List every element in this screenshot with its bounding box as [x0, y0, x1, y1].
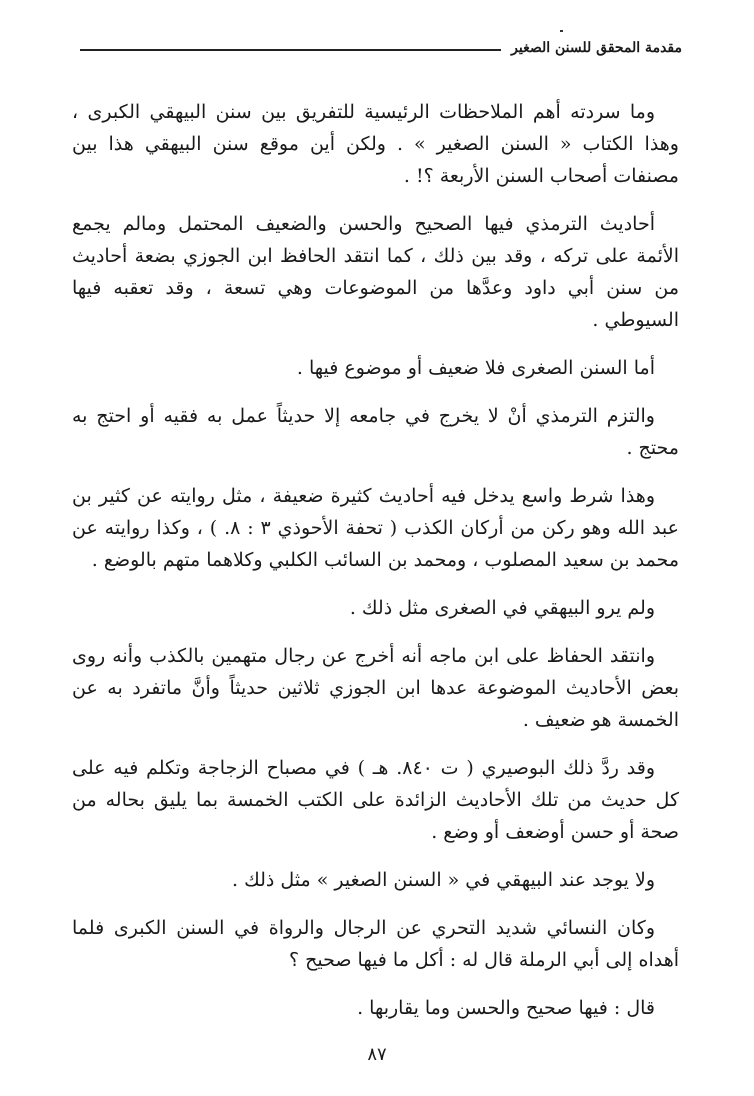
paragraph: وقد ردَّ ذلك البوصيري ( ت ٨٤٠. هـ ) في مصباح الزجاجة وتكلم فيه على كل حديث من تلك الأحاديث الزائدة على الكتب الخمسة بما يليق بحاله من صحة أو حسن أوضعف أو وضع . [72, 757, 679, 843]
header-ornament-dot [560, 30, 563, 32]
paragraph: وانتقد الحفاظ على ابن ماجه أنه أخرج عن رجال متهمين بالكذب وأنه روى بعض الأحاديث الموضوعة عدها ابن الجوزي ثلاثين حديثاً وأنَّ ماتفرد به عن الخمسة هو ضعيف . [72, 645, 679, 731]
running-header [80, 36, 682, 60]
running-title: مقدمة المحقق للسنن الصغير [511, 40, 682, 56]
paragraph: ولا يوجد عند البيهقي في « السنن الصغير » مثل ذلك . [232, 869, 655, 891]
body-text [72, 96, 679, 1040]
paragraph: قال : فيها صحيح والحسن وما يقاربها . [357, 997, 655, 1019]
paragraph: وهذا شرط واسع يدخل فيه أحاديث كثيرة ضعيفة ، مثل روايته عن كثير بن عبد الله وهو ركن من أركان الكذب ( تحفة الأحوذي ٣ : ٨. ) ، وكذا روايته عن محمد بن سعيد المصلوب ، ومحمد بن السائب الكلبي وكلاهما متهم بالوضع . [72, 485, 679, 571]
paragraph: وما سردته أهم الملاحظات الرئيسية للتفريق بين سنن البيهقي الكبرى ، وهذا الكتاب « السنن الصغير » . ولكن أين موقع سنن البيهقي هذا بين مصنفات أصحاب السنن الأربعة ؟! . [72, 101, 679, 187]
paragraph: والتزم الترمذي أنْ لا يخرج في جامعه إلا حديثاً عمل به فقيه أو احتج به محتج . [72, 405, 679, 459]
paragraph: أحاديث الترمذي فيها الصحيح والحسن والضعيف المحتمل ومالم يجمع الأئمة على تركه ، وقد بين ذلك ، كما انتقد الحافظ ابن الجوزي بضعة أحاديث من سنن أبي داود وعدَّها من الموضوعات وهي تسعة ، وقد تعقبه فيها السيوطي . [72, 213, 679, 331]
paragraph: ولم يرو البيهقي في الصغرى مثل ذلك . [349, 597, 655, 619]
page-number: ٨٧ [367, 1044, 387, 1065]
paragraph: أما السنن الصغرى فلا ضعيف أو موضوع فيها . [296, 357, 655, 379]
paragraph: وكان النسائي شديد التحري عن الرجال والرواة في السنن الكبرى فلما أهداه إلى أبي الرملة قال له : أكل ما فيها صحيح ؟ [72, 917, 679, 971]
header-rule [80, 49, 501, 51]
